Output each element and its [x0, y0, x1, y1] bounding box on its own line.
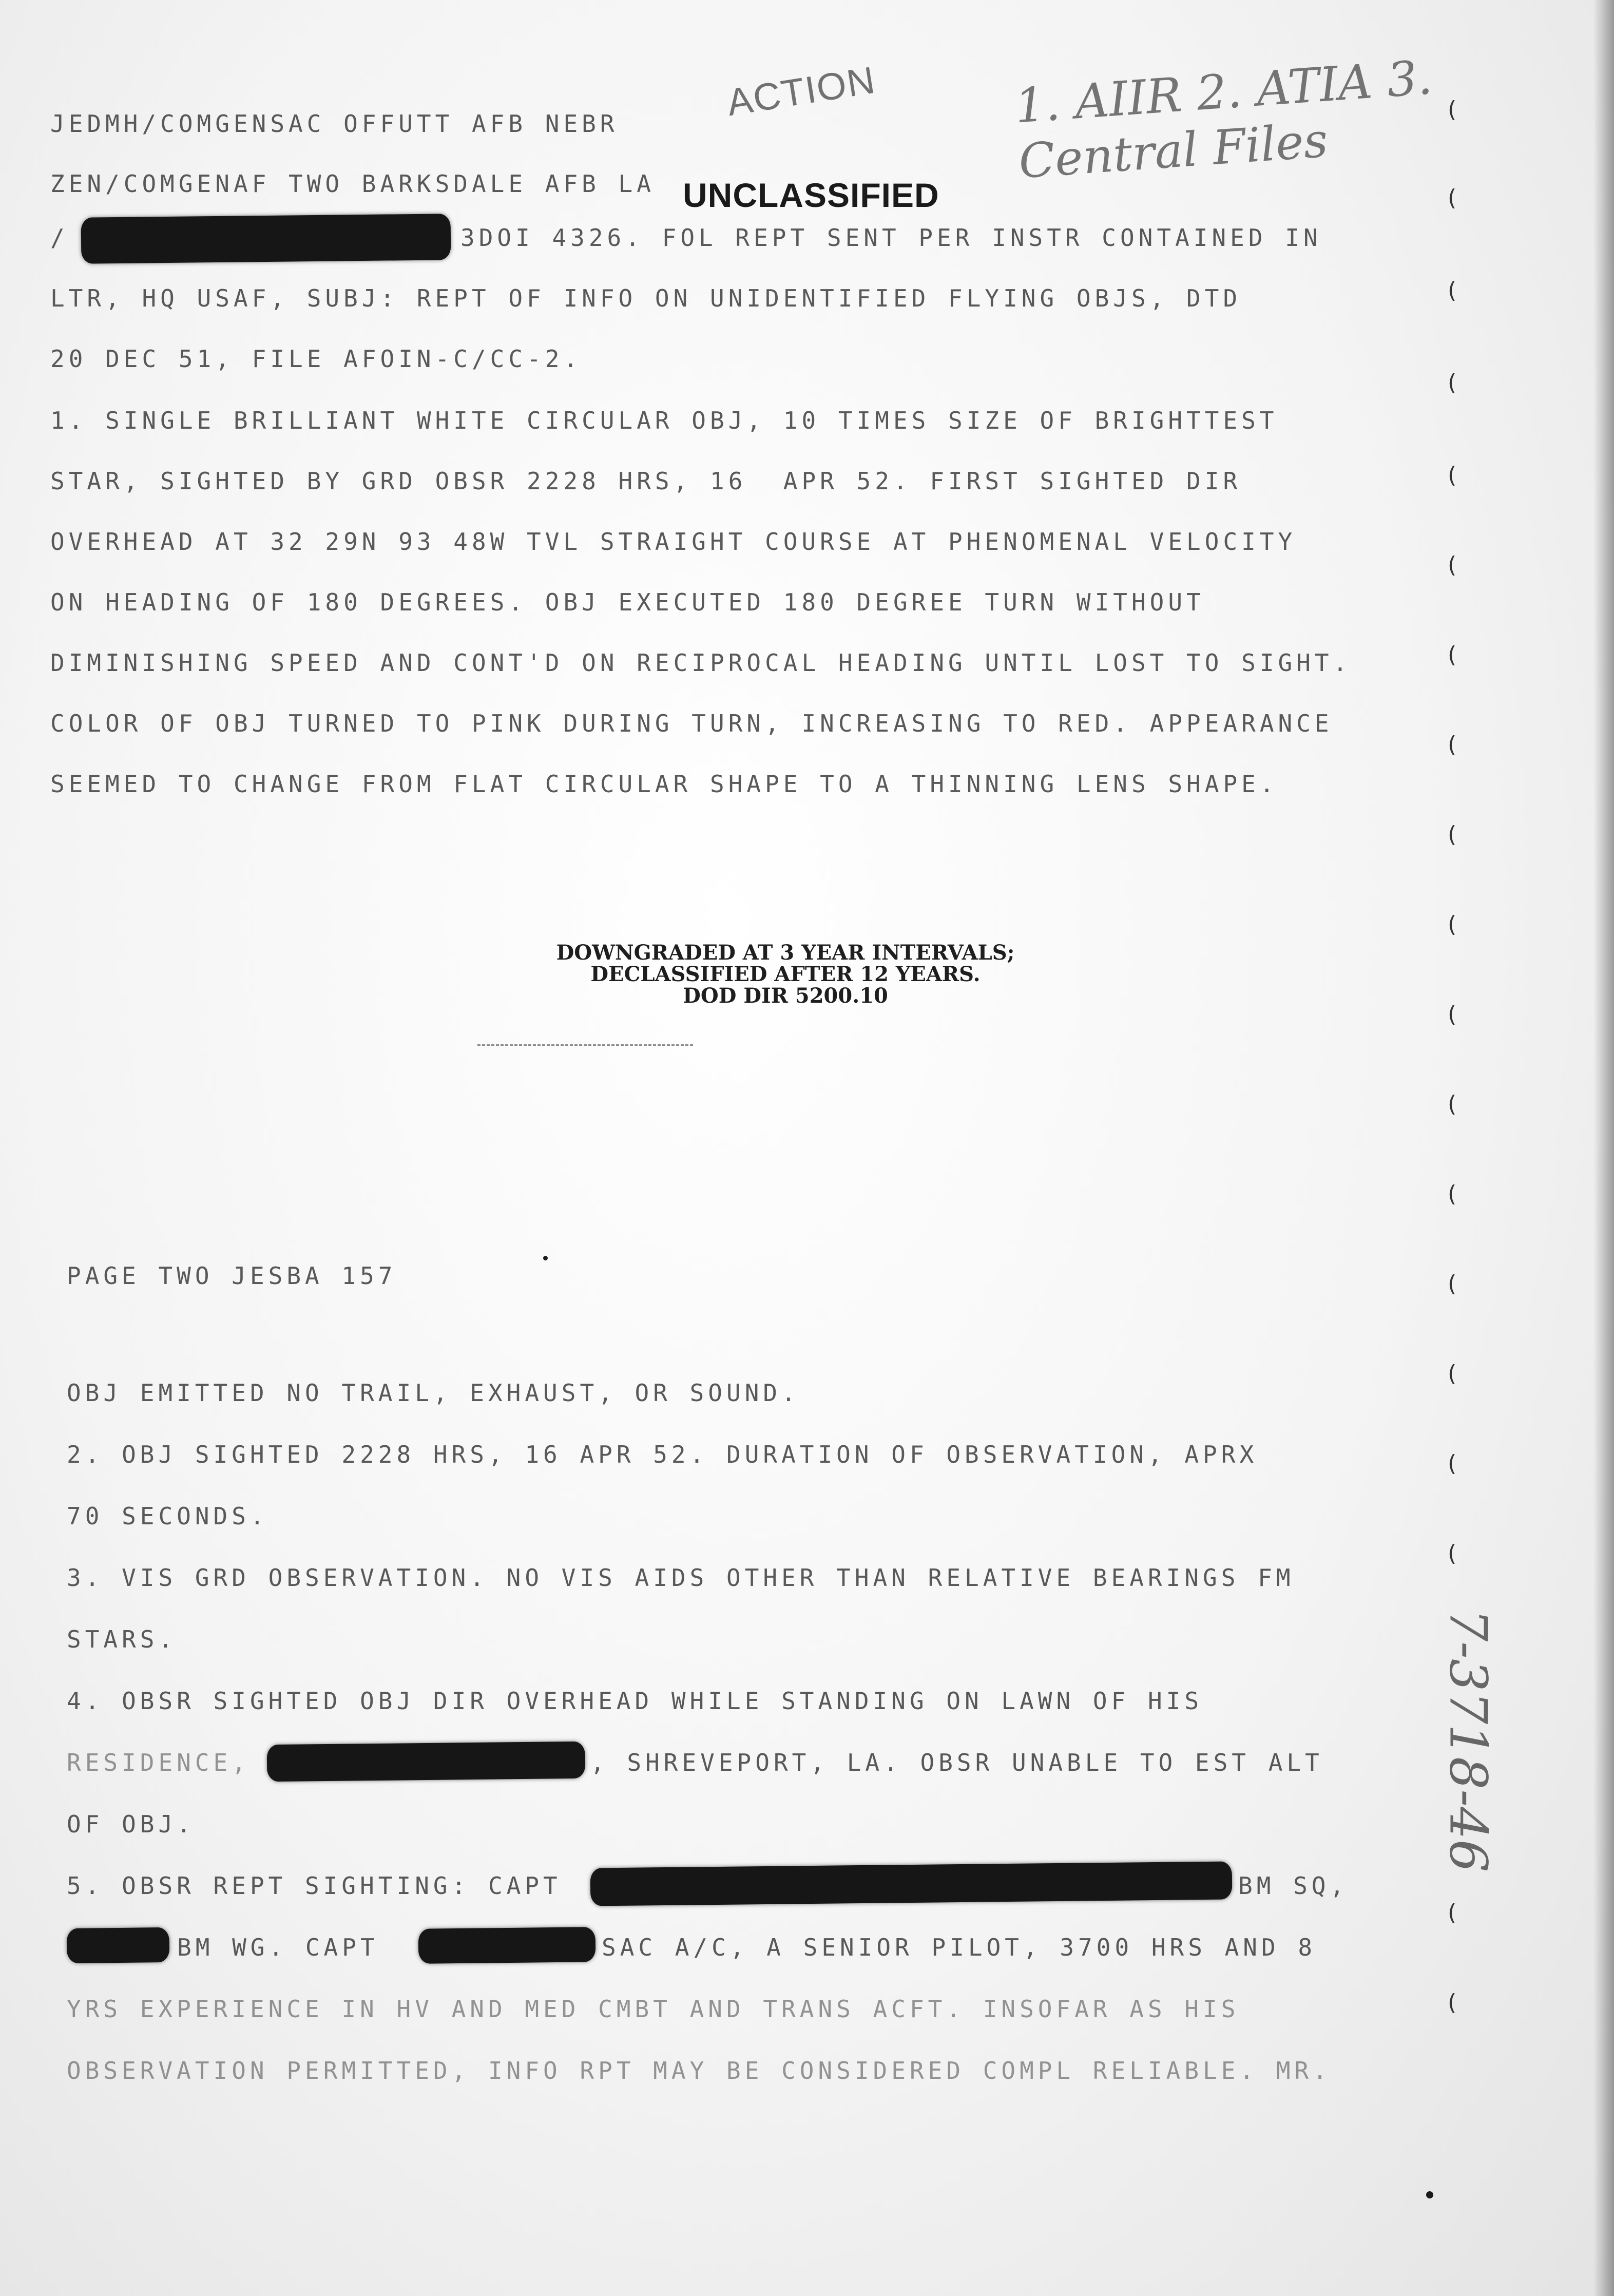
page-edge-shadow — [1593, 0, 1614, 2296]
page-two-line-7: YRS EXPERIENCE IN HV AND MED CMBT AND TRANS ACFT. INSOFAR AS HIS — [67, 1995, 1240, 2023]
margin-mark: ( — [1448, 1450, 1457, 1477]
page-two-line-6: 4. OBSR SIGHTED OBJ DIR OVERHEAD WHILE STANDING ON LAWN OF HIS — [67, 1687, 1203, 1715]
margin-mark: ( — [1448, 1001, 1457, 1027]
margin-mark: ( — [1448, 1181, 1457, 1207]
handwritten-file-number — [1422, 1604, 1499, 1964]
routing-line-3-prefix: / — [50, 224, 69, 252]
body-line-4: ON HEADING OF 180 DEGREES. OBJ EXECUTED 180 DEGREE TURN WITHOUT — [50, 588, 1205, 616]
margin-mark: ( — [1448, 277, 1457, 303]
body-line-6: COLOR OF OBJ TURNED TO PINK DURING TURN, INCREASING TO RED. APPEARANCE — [50, 710, 1333, 737]
action-stamp: ACTION — [724, 58, 879, 124]
body-line-1: 1. SINGLE BRILLIANT WHITE CIRCULAR OBJ, 10 TIMES SIZE OF BRIGHTTEST — [50, 407, 1278, 434]
handwritten-file-number-text: 7-3718-46 — [1438, 1609, 1498, 1872]
margin-mark: ( — [1448, 642, 1457, 668]
body-line-3: OVERHEAD AT 32 29N 93 48W TVL STRAIGHT COURSE AT PHENOMENAL VELOCITY — [50, 528, 1297, 556]
body-line-7: SEEMED TO CHANGE FROM FLAT CIRCULAR SHAPE TO A THINNING LENS SHAPE. — [50, 770, 1278, 798]
line5-suffix: BM SQ, — [1238, 1872, 1349, 1900]
downgrade-line-2: DECLASSIFIED AFTER 12 YEARS. — [590, 962, 981, 986]
downgrade-stamp — [477, 942, 1093, 1007]
redaction-bar — [267, 1742, 586, 1782]
page-two-heading: PAGE TWO JESBA 157 — [67, 1262, 397, 1290]
margin-mark: ( — [1448, 462, 1457, 488]
residence-suffix: , SHREVEPORT, LA. OBSR UNABLE TO EST ALT — [590, 1749, 1323, 1776]
reference-line-2: 20 DEC 51, FILE AFOIN-C/CC-2. — [50, 345, 582, 373]
margin-mark: ( — [1448, 552, 1457, 578]
residence-prefix: RESIDENCE, — [67, 1749, 250, 1776]
margin-mark: ( — [1448, 1989, 1457, 2016]
margin-mark: ( — [1448, 1361, 1457, 1387]
ink-dot — [543, 1256, 548, 1260]
line6-mid: BM WG. CAPT — [177, 1934, 379, 1961]
page-two-line-1: OBJ EMITTED NO TRAIL, EXHAUST, OR SOUND. — [67, 1379, 800, 1407]
page-two-line-3: 70 SECONDS. — [67, 1502, 268, 1530]
reference-line-1: LTR, HQ USAF, SUBJ: REPT OF INFO ON UNIDENTIFIED FLYING OBJS, DTD — [50, 284, 1242, 312]
stamp-underline — [477, 1044, 693, 1046]
margin-mark: ( — [1448, 370, 1457, 396]
redaction-bar — [590, 1861, 1233, 1906]
margin-mark: ( — [1448, 821, 1457, 848]
handwritten-routing-note: 1. AIIR 2. ATIA 3. Central Files — [1013, 50, 1434, 189]
page-two-line-alt: OF OBJ. — [67, 1810, 195, 1838]
routing-line-2: ZEN/COMGENAF TWO BARKSDALE AFB LA — [50, 170, 655, 198]
line5-prefix: 5. OBSR REPT SIGHTING: CAPT — [67, 1872, 562, 1900]
page-two-line-4: 3. VIS GRD OBSERVATION. NO VIS AIDS OTHER THAN RELATIVE BEARINGS FM — [67, 1564, 1295, 1592]
redaction-bar — [67, 1927, 170, 1963]
redaction-bar — [418, 1927, 596, 1964]
line6-suffix: SAC A/C, A SENIOR PILOT, 3700 HRS AND 8 — [602, 1934, 1317, 1961]
margin-mark: ( — [1448, 1271, 1457, 1297]
margin-mark: ( — [1448, 732, 1457, 758]
downgrade-line-1: DOWNGRADED AT 3 YEAR INTERVALS; — [556, 941, 1015, 965]
ink-dot — [1426, 2191, 1433, 2198]
routing-line-3: 3DOI 4326. FOL REPT SENT PER INSTR CONTAINED IN — [460, 224, 1322, 252]
page-two-line-2: 2. OBJ SIGHTED 2228 HRS, 16 APR 52. DURATION OF OBSERVATION, APRX — [67, 1441, 1258, 1468]
margin-mark: ( — [1448, 1540, 1457, 1566]
margin-mark: ( — [1448, 911, 1457, 937]
routing-line-1: JEDMH/COMGENSAC OFFUTT AFB NEBR — [50, 110, 619, 138]
redaction-bar — [81, 214, 451, 264]
margin-mark: ( — [1448, 97, 1457, 123]
margin-mark: ( — [1448, 1091, 1457, 1117]
margin-mark: ( — [1448, 185, 1457, 211]
page-two-line-5: STARS. — [67, 1625, 177, 1653]
body-line-5: DIMINISHING SPEED AND CONT'D ON RECIPROCAL HEADING UNTIL LOST TO SIGHT. — [50, 649, 1352, 677]
page-two-line-8: OBSERVATION PERMITTED, INFO RPT MAY BE CONSIDERED COMPL RELIABLE. MR. — [67, 2057, 1331, 2084]
body-line-2: STAR, SIGHTED BY GRD OBSR 2228 HRS, 16 APR 52. FIRST SIGHTED DIR — [50, 467, 1242, 495]
margin-mark: ( — [1448, 1900, 1457, 1926]
classification-stamp: UNCLASSIFIED — [683, 176, 939, 214]
downgrade-line-3: DOD DIR 5200.10 — [683, 984, 888, 1008]
